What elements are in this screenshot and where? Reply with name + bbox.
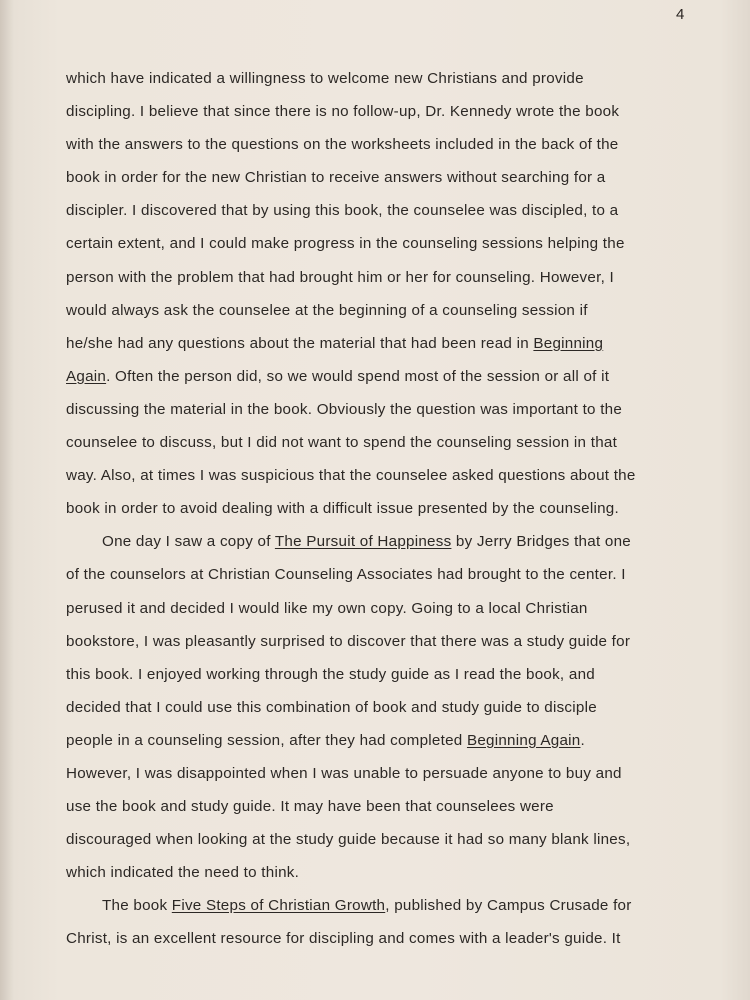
text-run: would always ask the counselee at the beginning of a counseling session if [66,301,588,319]
text-run: certain extent, and I could make progress in the counseling sessions helping the [66,235,625,253]
text-line [66,62,706,95]
text-line [66,128,706,161]
text-line [66,459,706,492]
text-line [66,856,706,889]
text-run: discipler. I discovered that by using this book, the counselee was discipled, to a [66,202,619,220]
text-line [66,492,706,525]
text-line [66,558,706,591]
text-line [66,658,706,691]
text-line [66,724,706,757]
paragraph [66,889,706,955]
body-text [66,62,706,956]
text-run: with the answers to the questions on the worksheets included in the back of the [66,136,619,154]
text-run: which indicated the need to think. [66,864,300,882]
text-run: by Jerry Bridges that one [451,533,631,551]
text-line [66,360,706,393]
text-line [66,294,706,327]
text-line [66,889,706,922]
text-line [66,823,706,856]
text-run: which have indicated a willingness to welcome new Christians and provide [66,70,584,87]
text-run: , published by Campus Crusade for [385,897,632,915]
text-run: use the book and study guide. It may have been that counselees were [66,798,554,816]
text-run: One day I saw a copy of [102,533,275,551]
text-run: bookstore, I was pleasantly surprised to discover that there was a study guide for [66,632,631,650]
text-run: . Often the person did, so we would spend most of the session or all of it [106,367,610,385]
text-run: this book. I enjoyed working through the study guide as I read the book, and [66,665,595,683]
underlined-title: Again [66,367,107,385]
text-run: The book [102,897,172,915]
text-run: perused it and decided I would like my own copy. Going to a local Christian [66,599,588,617]
text-line [66,625,706,658]
text-line [66,161,706,194]
text-run: discouraged when looking at the study guide because it had so many blank lines, [66,831,631,849]
text-run: counselee to discuss, but I did not want to spend the counseling session in that [66,434,618,452]
text-run: person with the problem that had brought him or her for counseling. However, I [66,268,614,286]
text-line [66,327,706,360]
underlined-title: Five Steps of Christian Growth [171,897,386,915]
text-run: However, I was disappointed when I was unable to persuade anyone to buy and [66,764,622,782]
text-run: discussing the material in the book. Obviously the question was important to the [66,400,623,418]
text-line [66,592,706,625]
text-line [66,757,706,790]
text-line [66,227,706,260]
text-run: of the counselors at Christian Counseling Associates had brought to the center. I [66,566,626,584]
text-line [66,426,706,459]
text-run: he/she had any questions about the material that had been read in [66,334,534,352]
text-line [66,525,706,558]
text-run: discipling. I believe that since there is no follow-up, Dr. Kennedy wrote the book [66,103,620,121]
paragraph [66,62,706,525]
text-run: book in order for the new Christian to receive answers without searching for a [66,169,606,187]
text-line [66,194,706,227]
text-line [66,790,706,823]
text-run: . [580,731,585,749]
text-line [66,95,706,128]
text-run: decided that I could use this combination of book and study guide to disciple [66,698,597,716]
underlined-title: Beginning Again [466,731,581,749]
paragraph [66,525,706,889]
text-run: people in a counseling session, after they had completed [66,731,467,749]
underlined-title: The Pursuit of Happiness [274,533,452,551]
text-line [66,393,706,426]
page-number: 4 [676,6,685,23]
text-run: Christ, is an excellent resource for discipling and comes with a leader's guide. It [66,930,621,948]
underlined-title: Beginning [533,334,604,352]
text-line [66,261,706,294]
text-line [66,691,706,724]
text-run: way. Also, at times I was suspicious that the counselee asked questions about the [66,467,636,485]
text-line [66,922,706,955]
text-run: book in order to avoid dealing with a difficult issue presented by the counseling. [66,500,619,518]
